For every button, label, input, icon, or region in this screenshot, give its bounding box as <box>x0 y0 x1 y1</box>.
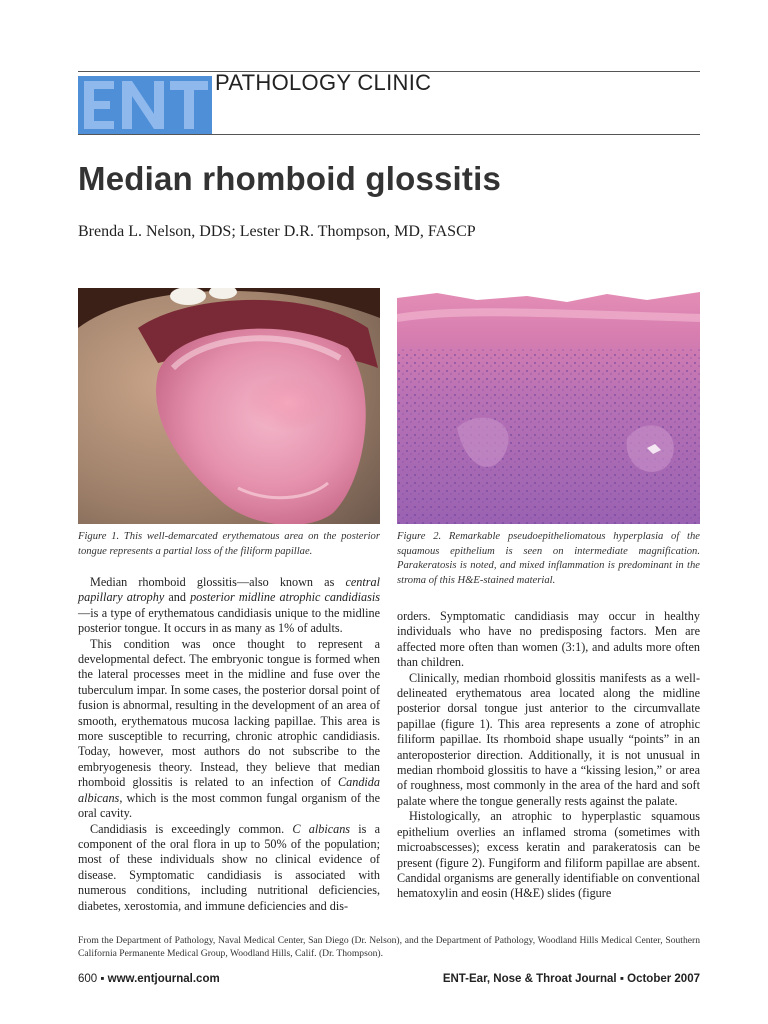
text-span: is a component of the oral flora in up to 50% of the population; most of these individuals show no clinical evidence of disease. Symptomatic candidiasis is associated with numerous conditions, including nutritional deficiencies, diabetes, xerostomia, and immune deficiencies and dis- <box>78 821 380 913</box>
ent-logo <box>78 76 212 134</box>
footer-bullet: ▪ <box>619 973 624 985</box>
figure-2-label: Figure 2. <box>397 531 442 542</box>
paragraph <box>78 575 380 637</box>
paragraph <box>78 822 380 914</box>
species-name: Candida albicans <box>78 775 380 805</box>
figure-1-photo <box>78 288 380 524</box>
figure-1-label: Figure 1. <box>78 531 120 542</box>
text-span: and <box>164 590 191 605</box>
paragraph: Histologically, an atrophic to hyperplastic squamous epithelium overlies an inflamed stroma (sometimes with microabscesses); excess keratin and parakeratosis can be present (figure 2). Fungiform and filiform papillae are absent. Candidal organisms are generally identifiable on conventional hematoxylin and eosin (H&E) slides (figure <box>397 809 701 901</box>
text-span: This condition was once thought to represent a developmental defect. The embryonic tongue is formed when the lateral processes meet in the midline and fuse over the tuberculum impar. In some cases, the posterior dorsal point of fusion is abnormal, resulting in the development of an area of smooth, erythematous mucosa lacking papillae. This area is more susceptible to recurring, chronic atrophic candidiasis. Today, however, most authors do not subscribe to the embryogenesis theory. Instead, they believe that median rhomboid glossitis is related to an infection of <box>78 636 380 790</box>
text-span: Candidiasis is exceedingly common. <box>90 821 293 836</box>
body-column-right <box>397 609 700 902</box>
figure-2-caption <box>397 530 700 588</box>
paragraph: orders. Symptomatic candidiasis may occur in healthy individuals who have no predisposing factors. Men are affected more often than women (3:1), and adults more often than children. <box>397 609 700 670</box>
affiliation-footnote: From the Department of Pathology, Naval Medical Center, San Diego (Dr. Nelson), and the Department of Pathology, Woodland Hills Medical Center, Southern California Permanente Medical Group, Woodland Hills, Calif. (Dr. Thompson). <box>78 935 700 959</box>
section-title: PATHOLOGY CLINIC <box>215 70 432 95</box>
header-bottom-rule <box>78 134 700 135</box>
figure-1-caption-text: This well-demarcated erythematous area on the posterior tongue represents a partial loss of the filiform papillae. <box>78 531 380 557</box>
term-central-papillary-atrophy: central papillary atrophy <box>78 575 380 605</box>
journal-name: ENT-Ear, Nose & Throat Journal <box>442 973 617 985</box>
footer-bullet: ▪ <box>100 973 105 985</box>
page-number: 600 <box>78 973 98 985</box>
text-span: Median rhomboid glossitis—also known as <box>90 575 346 589</box>
text-span: , which is the most common fungal organism of the oral cavity. <box>78 790 380 821</box>
term-posterior-midline-atrophic-candidiasis: posterior midline atrophic candidiasis <box>190 590 380 605</box>
figure-1-caption <box>78 530 380 559</box>
body-column-left <box>78 575 380 914</box>
text-span: —is a type of erythematous candidiasis unique to the midline posterior tongue. It occurs in as many as 1% of adults. <box>78 605 380 636</box>
species-name: C albicans <box>292 821 351 836</box>
footer-left <box>78 973 220 985</box>
figure-2-histology <box>397 288 700 524</box>
issue-date: October 2007 <box>627 973 700 985</box>
footer-right <box>443 973 700 985</box>
paragraph: Clinically, median rhomboid glossitis manifests as a well-delineated erythematous area located along the midline posterior dorsal tongue just anterior to the circumvallate papillae (figure 1). This area represents a zone of atrophic filiform papillae. Its rhomboid shape usually “points” in an anteroposterior direction. Additionally, it is not unusual in median rhomboid glossitis to have a “kissing lesion,” or area of roughness, most commonly in the area of the hard and soft palate where the tongue generally rests against the palate. <box>397 670 700 808</box>
paragraph <box>78 637 380 822</box>
article-title: Median rhomboid glossitis <box>78 160 502 197</box>
figure-2-caption-text: Remarkable pseudoepitheliomatous hyperplasia of the squamous epithelium is seen on intermediate magnification. Parakeratosis is noted, and mixed inflammation is predominant in the stroma of this H&E-stained material. <box>397 531 700 586</box>
article-authors: Brenda L. Nelson, DDS; Lester D.R. Thompson, MD, FASCP <box>78 223 476 240</box>
journal-url[interactable]: www.entjournal.com <box>107 973 220 985</box>
